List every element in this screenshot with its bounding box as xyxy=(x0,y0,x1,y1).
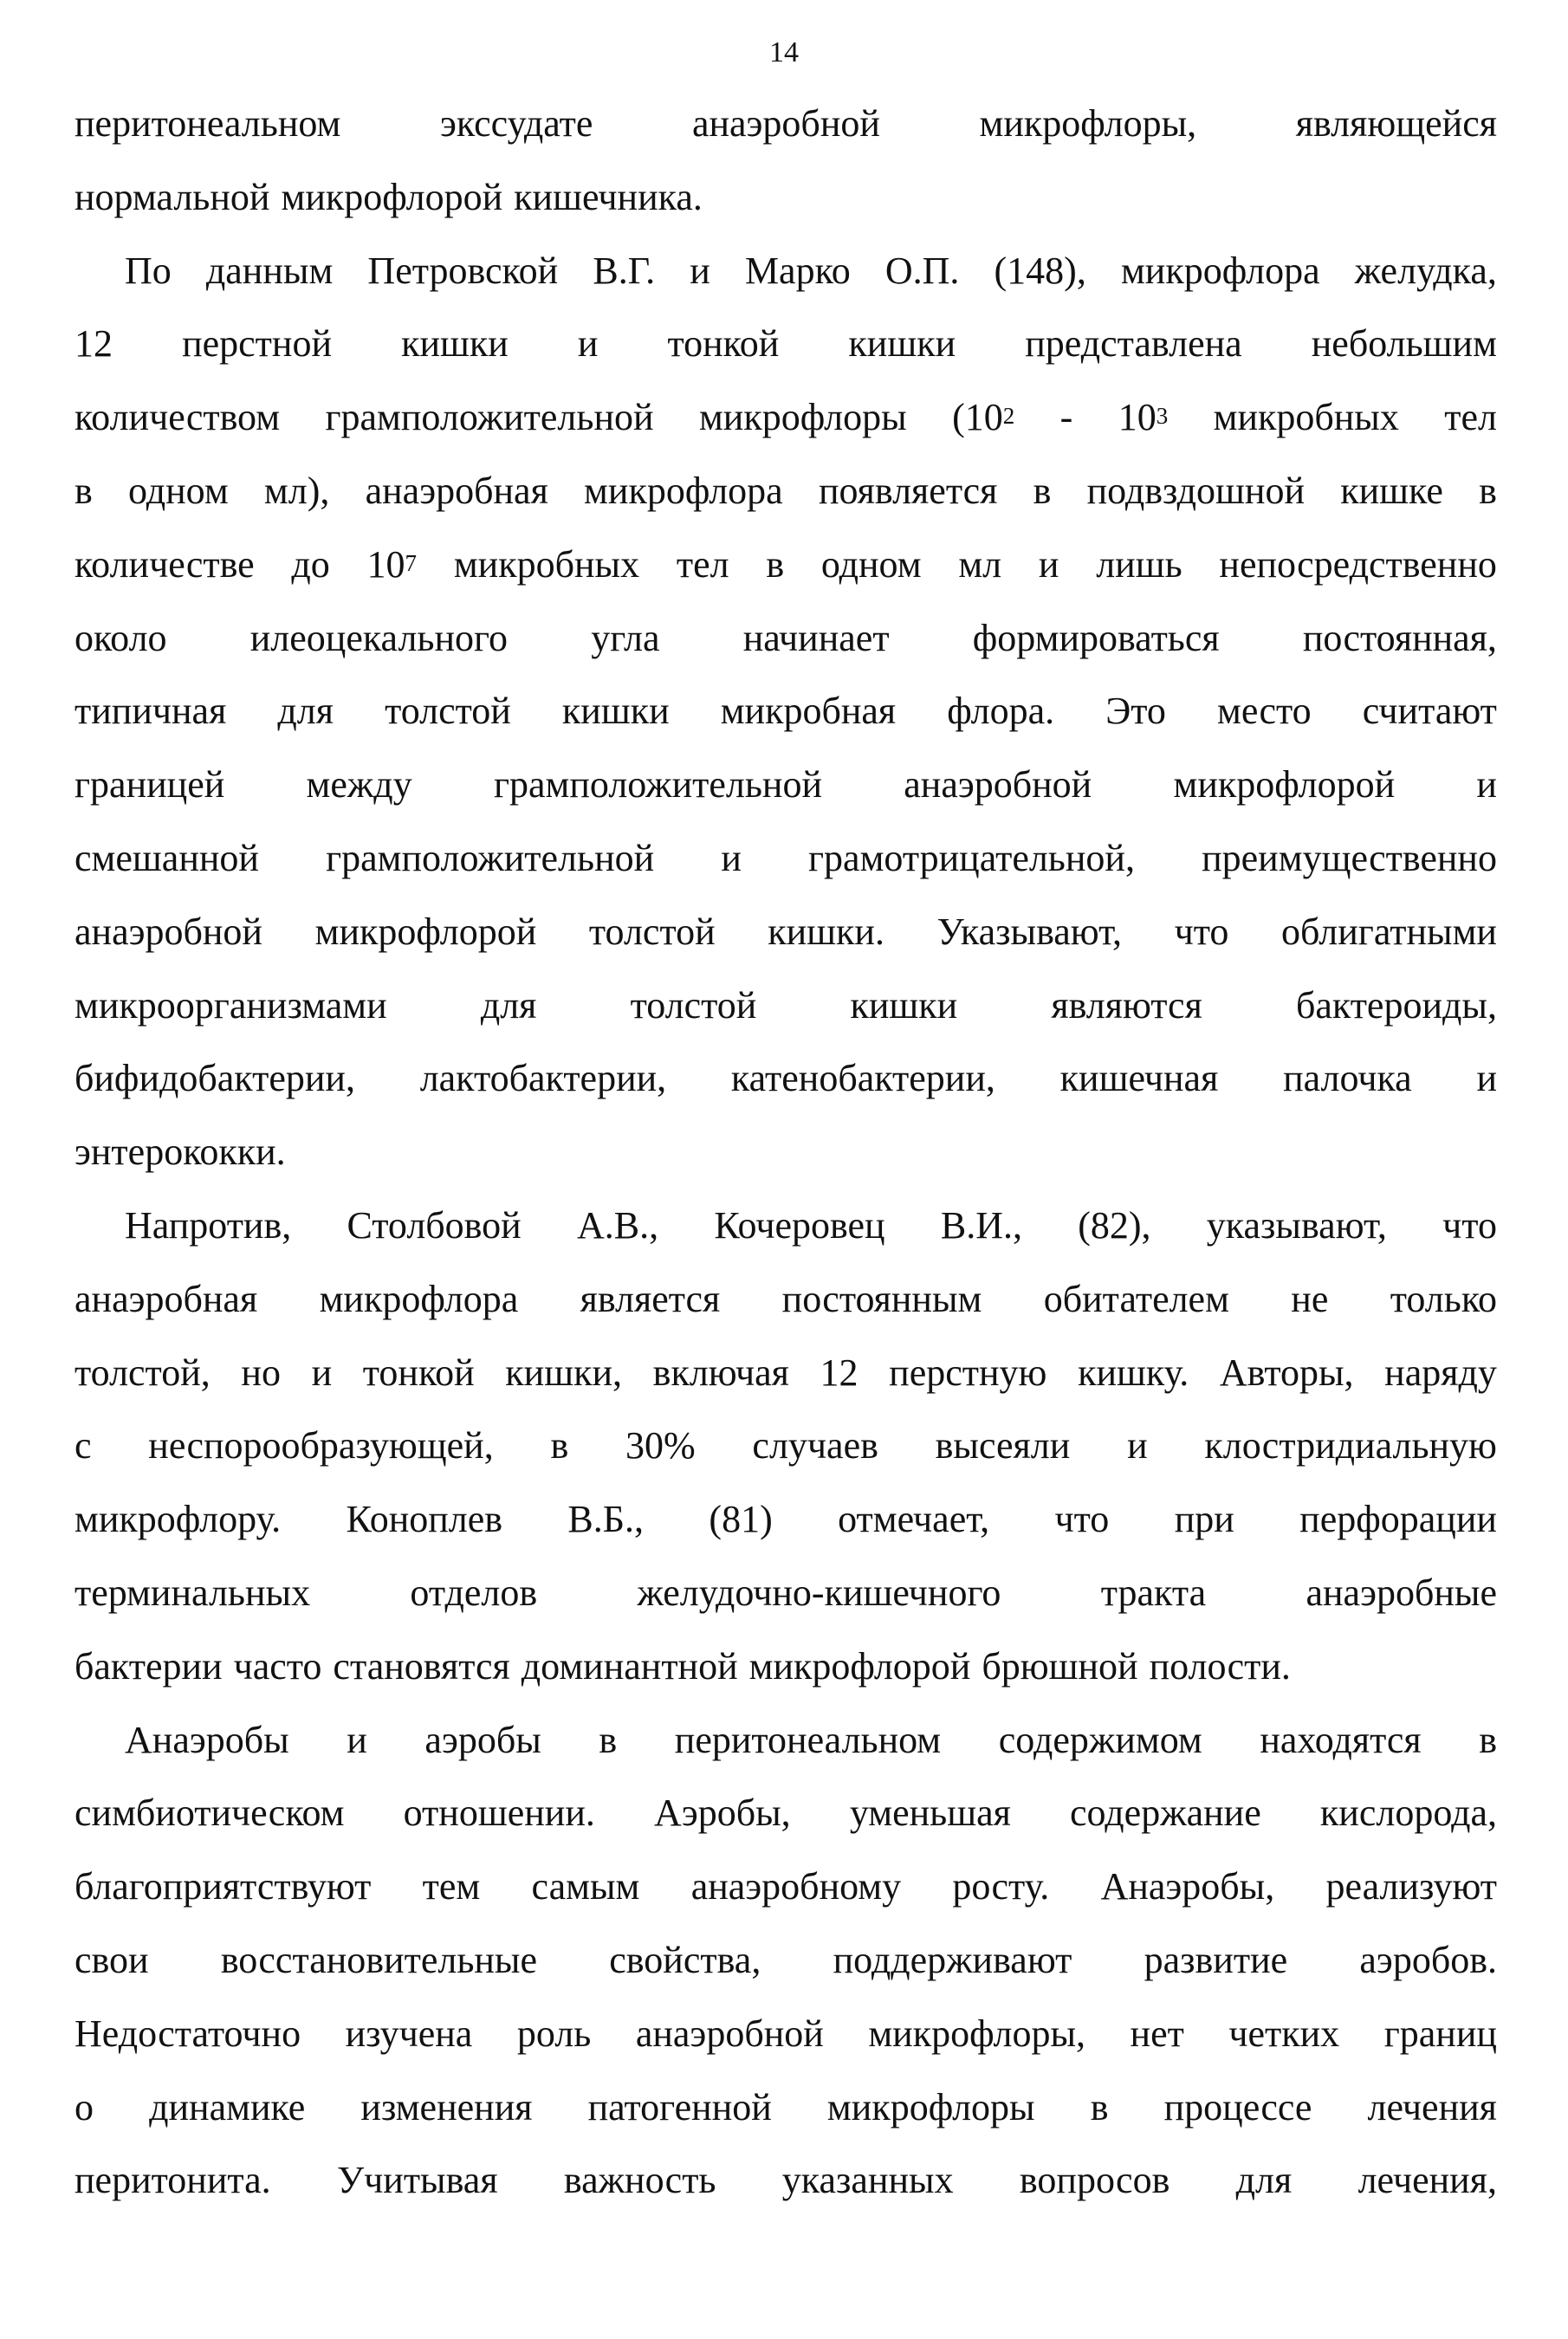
word: брюшной xyxy=(982,1644,1138,1688)
word: кишки. xyxy=(768,910,884,953)
word: процессе xyxy=(1163,2085,1312,2128)
word: желудочно-кишечного xyxy=(637,1571,1001,1614)
word: является xyxy=(580,1277,721,1320)
word: микробных xyxy=(453,542,640,586)
word: изучена xyxy=(345,2012,473,2055)
word: анаэробная xyxy=(75,1277,258,1320)
word: кишки xyxy=(561,690,670,733)
word: и xyxy=(577,322,599,366)
word: энтерококки. xyxy=(75,1131,286,1174)
document-body xyxy=(75,97,1497,2227)
word: содержание xyxy=(1070,1792,1261,1835)
text-line xyxy=(75,1199,1497,1273)
word: Напротив, xyxy=(125,1203,292,1247)
word: находятся xyxy=(1260,1718,1422,1761)
word: между xyxy=(306,763,412,807)
word: кишечная xyxy=(1059,1057,1219,1100)
word: анаэробному xyxy=(690,1865,902,1908)
text-line xyxy=(75,538,1497,612)
text-line xyxy=(75,1714,1497,1787)
word: толстой xyxy=(385,690,511,733)
word: тракта xyxy=(1100,1571,1207,1614)
word: По xyxy=(125,249,172,292)
text-line xyxy=(75,905,1497,979)
text-line xyxy=(75,464,1497,538)
text-line xyxy=(75,1273,1497,1346)
word: мл), xyxy=(263,469,330,512)
word: в xyxy=(766,542,785,586)
text-line xyxy=(75,97,1497,171)
word: высеяли xyxy=(935,1424,1071,1468)
word: подвздошной xyxy=(1086,469,1305,512)
word: начинает xyxy=(742,616,890,659)
word: самым xyxy=(531,1865,640,1908)
word: анаэробной xyxy=(904,763,1092,807)
word: типичная xyxy=(75,690,227,733)
word: поддерживают xyxy=(833,1938,1072,1981)
word: неспорообразующей, xyxy=(148,1424,494,1468)
word: отмечает, xyxy=(838,1498,990,1541)
word: и xyxy=(1127,1424,1148,1468)
word: грамположительной xyxy=(493,763,823,807)
word: мл xyxy=(958,542,1002,586)
text-line xyxy=(75,2081,1497,2154)
word: но xyxy=(241,1351,281,1394)
text-line xyxy=(75,2007,1497,2081)
word: изменения xyxy=(360,2085,533,2128)
word: А.В., xyxy=(576,1203,659,1247)
word: грамположительной xyxy=(326,836,655,879)
word: толстой xyxy=(588,910,716,953)
word: В.Б., xyxy=(567,1498,645,1541)
text-line xyxy=(75,1493,1497,1566)
word: микрофлора xyxy=(319,1277,519,1320)
word: анаэробные xyxy=(1306,1571,1497,1614)
word: свойства, xyxy=(609,1938,761,1981)
word: преимущественно xyxy=(1202,836,1497,879)
word: кишки xyxy=(850,983,958,1027)
word: Недостаточно xyxy=(75,2012,301,2055)
word: перстной xyxy=(182,322,332,366)
word: О.П. xyxy=(884,249,960,292)
word: появляется xyxy=(818,469,998,512)
text-line xyxy=(75,1125,1497,1199)
word: желудка, xyxy=(1354,249,1497,292)
word: кишке xyxy=(1340,469,1443,512)
word: (82), xyxy=(1078,1203,1151,1247)
word: кишки xyxy=(848,322,956,366)
text-line xyxy=(75,1786,1497,1860)
text-line xyxy=(75,832,1497,905)
word: границ xyxy=(1383,2012,1497,2055)
word: тонкой xyxy=(362,1351,475,1394)
word: и xyxy=(1038,542,1059,586)
word: В.И., xyxy=(940,1203,1022,1247)
word: катенобактерии, xyxy=(730,1057,995,1100)
word: Учитывая xyxy=(336,2159,498,2202)
word: границей xyxy=(75,763,225,807)
word: Петровской xyxy=(367,249,559,292)
word: случаев xyxy=(752,1424,878,1468)
word: в xyxy=(1090,2085,1109,2128)
word: Столбовой xyxy=(347,1203,522,1247)
word: бактероиды, xyxy=(1295,983,1497,1027)
word: для xyxy=(1235,2159,1293,2202)
word: о xyxy=(75,2085,94,2128)
word: Это xyxy=(1105,690,1166,733)
word: тем xyxy=(422,1865,481,1908)
word: перитонита. xyxy=(75,2159,271,2202)
text-line xyxy=(75,317,1497,391)
word: Указывают, xyxy=(936,910,1122,953)
word: микрофлорой xyxy=(1173,763,1396,807)
text-line xyxy=(75,979,1497,1053)
text-line xyxy=(75,1346,1497,1420)
word: угла xyxy=(591,616,660,659)
word: указанных xyxy=(781,2159,954,2202)
word: небольшим xyxy=(1311,322,1497,366)
word: при xyxy=(1174,1498,1234,1541)
word: и xyxy=(311,1351,333,1394)
word: микрофлора xyxy=(584,469,783,512)
word: микрофлорой xyxy=(748,1644,971,1688)
word: реализуют xyxy=(1325,1865,1497,1908)
word: микрофлоры xyxy=(698,396,907,439)
word: включая xyxy=(652,1351,789,1394)
text-line xyxy=(75,2154,1497,2227)
word: анаэробной xyxy=(691,102,880,145)
word: тел xyxy=(676,542,729,586)
word: 12 xyxy=(820,1351,859,1394)
word: аэробы xyxy=(424,1718,541,1761)
word: анаэробной xyxy=(635,2012,824,2055)
word: место xyxy=(1217,690,1312,733)
text-line xyxy=(75,758,1497,832)
word: обитателем xyxy=(1043,1277,1229,1320)
text-line xyxy=(75,684,1497,758)
word: смешанной xyxy=(75,836,259,879)
text-line xyxy=(75,612,1497,685)
word: толстой xyxy=(630,983,757,1027)
word: патогенной xyxy=(587,2085,772,2128)
word: микрофлоры, xyxy=(868,2012,1086,2055)
word: лечения, xyxy=(1357,2159,1497,2202)
word: терминальных xyxy=(75,1571,311,1614)
word: - xyxy=(1059,396,1073,439)
word: микрофлору. xyxy=(75,1498,282,1541)
word: росту. xyxy=(952,1865,1050,1908)
word: палочка xyxy=(1283,1057,1412,1100)
word: бифидобактерии, xyxy=(75,1057,355,1100)
word: и xyxy=(1476,763,1497,807)
word: вопросов xyxy=(1019,2159,1170,2202)
word: (148), xyxy=(994,249,1086,292)
word: кишки, xyxy=(505,1351,623,1394)
word: Анаэробы xyxy=(125,1718,289,1761)
word: одном xyxy=(128,469,229,512)
word: бактерии xyxy=(75,1644,223,1688)
word: для xyxy=(277,690,334,733)
word: для xyxy=(480,983,537,1027)
word: данным xyxy=(205,249,334,292)
word: количеством xyxy=(75,396,281,439)
word: с xyxy=(75,1424,92,1468)
word: лишь xyxy=(1096,542,1182,586)
word: илеоцекального xyxy=(249,616,508,659)
word: микробная xyxy=(720,690,897,733)
word: перфорации xyxy=(1299,1498,1497,1541)
text-line xyxy=(75,1860,1497,1934)
word: важность xyxy=(563,2159,716,2202)
word: Аэробы, xyxy=(654,1792,791,1835)
word: Марко xyxy=(744,249,851,292)
word: лактобактерии, xyxy=(419,1057,667,1100)
text-line xyxy=(75,391,1497,464)
word: тел xyxy=(1444,396,1497,439)
word: перстную xyxy=(889,1351,1047,1394)
word: являются xyxy=(1051,983,1202,1027)
word: толстой, xyxy=(75,1351,211,1394)
word: и xyxy=(347,1718,367,1761)
word: микрофлоры xyxy=(826,2085,1035,2128)
word: около xyxy=(75,616,167,659)
text-line xyxy=(75,1566,1497,1640)
word: нет xyxy=(1130,2012,1184,2055)
word: что xyxy=(1174,910,1229,953)
word: постоянная, xyxy=(1302,616,1497,659)
word: доминантной xyxy=(521,1644,738,1688)
word: микрофлорой xyxy=(281,175,503,218)
word: не xyxy=(1291,1277,1329,1320)
word: нормальной xyxy=(75,175,270,218)
word: до xyxy=(291,542,330,586)
word: в xyxy=(1033,469,1052,512)
word: тонкой xyxy=(667,322,780,366)
word: являющейся xyxy=(1295,102,1497,145)
word: грамотрицательной, xyxy=(808,836,1135,879)
word: четких xyxy=(1228,2012,1340,2055)
word: перитонеальном xyxy=(674,1718,942,1761)
word: в xyxy=(550,1424,569,1468)
word: содержимом xyxy=(998,1718,1202,1761)
word: экссудате xyxy=(439,102,593,145)
word: восстановительные xyxy=(220,1938,538,1981)
page-number: 14 xyxy=(769,36,799,68)
word: (81) xyxy=(709,1498,773,1541)
word: и xyxy=(1476,1057,1497,1100)
word: полости. xyxy=(1149,1644,1291,1688)
word: аэробов. xyxy=(1359,1938,1497,1981)
word: развитие xyxy=(1144,1938,1288,1981)
word: становятся xyxy=(333,1644,510,1688)
word: что xyxy=(1054,1498,1110,1541)
word: анаэробной xyxy=(75,910,262,953)
word: в xyxy=(1479,469,1497,512)
word: и xyxy=(721,836,742,879)
text-line xyxy=(75,1419,1497,1493)
word: перитонеальном xyxy=(75,102,341,145)
word: лечения xyxy=(1367,2085,1497,2128)
word: микробных xyxy=(1213,396,1399,439)
word: 30% xyxy=(625,1424,696,1468)
word: Коноплев xyxy=(346,1498,503,1541)
word: кислорода, xyxy=(1319,1792,1497,1835)
text-line xyxy=(75,1052,1497,1125)
word: клостридиальную xyxy=(1204,1424,1497,1468)
word: что xyxy=(1442,1203,1497,1247)
word: микрофлорой xyxy=(314,910,537,953)
text-line xyxy=(75,244,1497,318)
word: Кочеровец xyxy=(714,1203,885,1247)
word: свои xyxy=(75,1938,149,1981)
word: микрофлоры, xyxy=(979,102,1197,145)
word: кишечника. xyxy=(514,175,703,218)
word: благоприятствуют xyxy=(75,1865,372,1908)
word: 12 xyxy=(75,322,113,366)
word: количестве xyxy=(75,542,255,586)
word: представлена xyxy=(1025,322,1242,366)
text-line xyxy=(75,171,1497,244)
word: часто xyxy=(233,1644,322,1688)
word: наряду xyxy=(1384,1351,1497,1394)
word: ($10^2$ xyxy=(952,396,1015,439)
word: постоянным xyxy=(781,1277,982,1320)
word: роль xyxy=(516,2012,592,2055)
word: грамположительной xyxy=(325,396,654,439)
word: в xyxy=(75,469,93,512)
word: отношении. xyxy=(403,1792,595,1835)
word: кишки xyxy=(401,322,509,366)
word: в xyxy=(1479,1718,1497,1761)
word: микроорганизмами xyxy=(75,983,387,1027)
word: и xyxy=(690,249,710,292)
word: в xyxy=(599,1718,618,1761)
word: считают xyxy=(1362,690,1497,733)
word: непосредственно xyxy=(1219,542,1497,586)
word: облигатными xyxy=(1281,910,1497,953)
word: Анаэробы, xyxy=(1100,1865,1275,1908)
word: Авторы, xyxy=(1219,1351,1354,1394)
word: уменьшая xyxy=(849,1792,1011,1835)
word: указывают, xyxy=(1206,1203,1387,1247)
word: кишку. xyxy=(1078,1351,1189,1394)
word: только xyxy=(1390,1277,1497,1320)
word: флора. xyxy=(947,690,1055,733)
word: формироваться xyxy=(972,616,1220,659)
word: $10^7$ xyxy=(366,542,418,586)
word: $10^3$ xyxy=(1118,396,1169,439)
text-line xyxy=(75,1934,1497,2007)
word: В.Г. xyxy=(593,249,656,292)
word: одном xyxy=(820,542,922,586)
word: отделов xyxy=(410,1571,538,1614)
word: динамике xyxy=(149,2085,306,2128)
word: симбиотическом xyxy=(75,1792,345,1835)
word: анаэробная xyxy=(365,469,548,512)
text-line xyxy=(75,1640,1497,1714)
word: микрофлора xyxy=(1120,249,1320,292)
